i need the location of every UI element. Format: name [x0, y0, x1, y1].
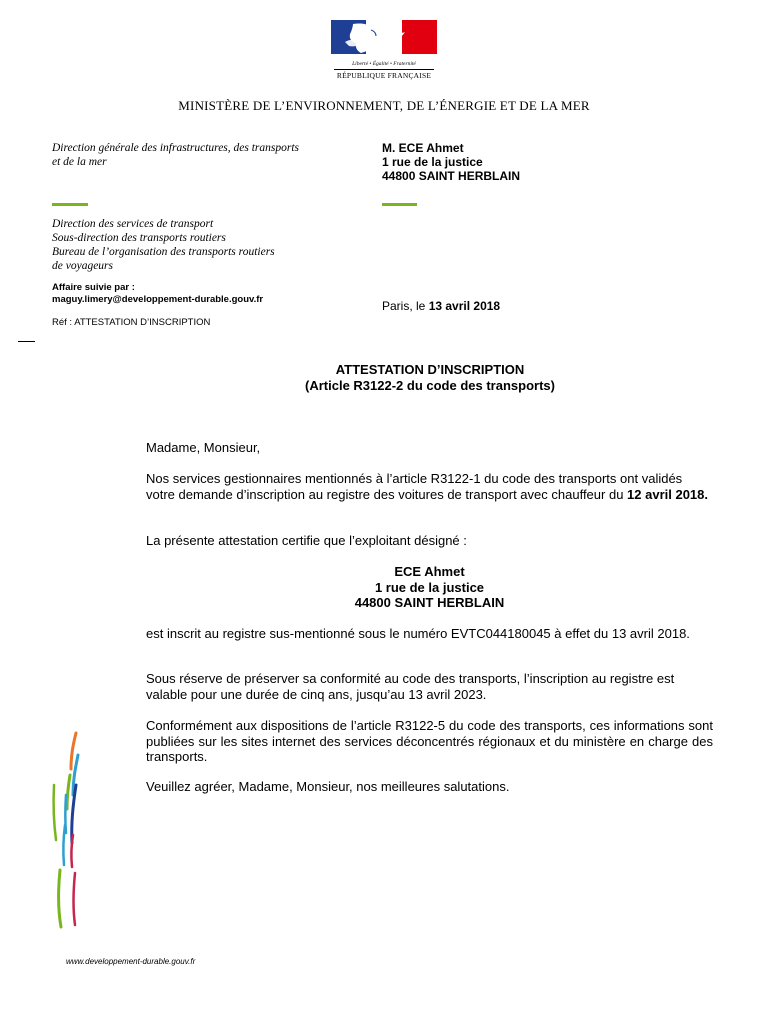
- ref-value: ATTESTATION D’INSCRIPTION: [74, 317, 211, 328]
- green-divider: [382, 203, 417, 206]
- paragraph-certifies: La présente attestation certifie que l’exploitant désigné :: [146, 533, 467, 548]
- dg-line-2: et de la mer: [52, 156, 107, 168]
- decorative-stripes: [40, 725, 100, 935]
- p1-text: Nos services gestionnaires mentionnés à l’article R3122-1 du code des transports ont validés votre demande d’inscription au registre des voitures de transport avec chauffeur du: [146, 471, 683, 502]
- operator-address-1: 1 rue de la justice: [374, 579, 485, 595]
- direction-block: [52, 217, 352, 273]
- title-line-1: ATTESTATION D’INSCRIPTION: [335, 362, 525, 377]
- republic-motto: Liberté • Égalité • Fraternité: [352, 61, 416, 67]
- dir-line-3: Bureau de l’organisation des transports routiers: [52, 246, 275, 258]
- recipient-address: [382, 141, 520, 183]
- operator-block: [146, 564, 713, 611]
- fold-mark: [18, 341, 35, 342]
- document-title: [0, 362, 768, 394]
- ministry-heading: MINISTÈRE DE L’ENVIRONNEMENT, DE L’ÉNERGIE ET DE LA MER: [178, 98, 590, 113]
- p1-date: 12 avril 2018.: [627, 486, 709, 502]
- recipient-address-1: 1 rue de la justice: [382, 155, 483, 169]
- recipient-name: M. ECE Ahmet: [382, 141, 464, 155]
- date-line: [382, 299, 500, 313]
- reference-line: [52, 317, 210, 328]
- footer-website: www.developpement-durable.gouv.fr: [66, 957, 196, 966]
- dir-line-1: Direction des services de transport: [52, 218, 214, 230]
- affaire-email: maguy.limery@developpement-durable.gouv.fr: [52, 294, 264, 305]
- recipient-address-2: 44800 SAINT HERBLAIN: [382, 169, 521, 183]
- logo-divider: [334, 69, 434, 70]
- paragraph-validation: [146, 471, 713, 502]
- paragraph-publication: Conformément aux dispositions de l’article R3122-5 du code des transports, ces informations sont publiées sur les sites internet des services déconcentrés régionaux et du ministère en charge des transports.: [146, 718, 713, 764]
- date-prefix: Paris, le: [382, 299, 429, 313]
- affaire-label: Affaire suivie par :: [52, 282, 135, 293]
- date-value: 13 avril 2018: [428, 299, 501, 313]
- title-line-2: (Article R3122-2 du code des transports): [305, 378, 555, 393]
- operator-address-2: 44800 SAINT HERBLAIN: [354, 595, 505, 610]
- ref-label: Réf :: [52, 317, 75, 328]
- dir-line-2: Sous-direction des transports routiers: [52, 232, 226, 244]
- paragraph-closing: Veuillez agréer, Madame, Monsieur, nos meilleures salutations.: [146, 779, 510, 794]
- operator-name: ECE Ahmet: [394, 564, 465, 579]
- affaire-block: [52, 282, 263, 306]
- republique-francaise-logo: [331, 20, 437, 88]
- dir-line-4: de voyageurs: [52, 260, 113, 272]
- green-divider: [52, 203, 88, 206]
- paragraph-validity: Sous réserve de préserver sa conformité au code des transports, l’inscription au registre est valable pour une durée de cinq ans, jusqu’au 13 avril 2023.: [146, 671, 675, 702]
- salutation: Madame, Monsieur,: [146, 440, 261, 455]
- paragraph-registration-number: est inscrit au registre sus-mentionné sous le numéro EVTC044180045 à effet du 13 avril 2018.: [146, 626, 690, 641]
- dg-line-1: Direction générale des infrastructures, des transports: [52, 142, 300, 154]
- republic-name: RÉPUBLIQUE FRANÇAISE: [336, 71, 432, 80]
- directorate-general: [52, 141, 352, 169]
